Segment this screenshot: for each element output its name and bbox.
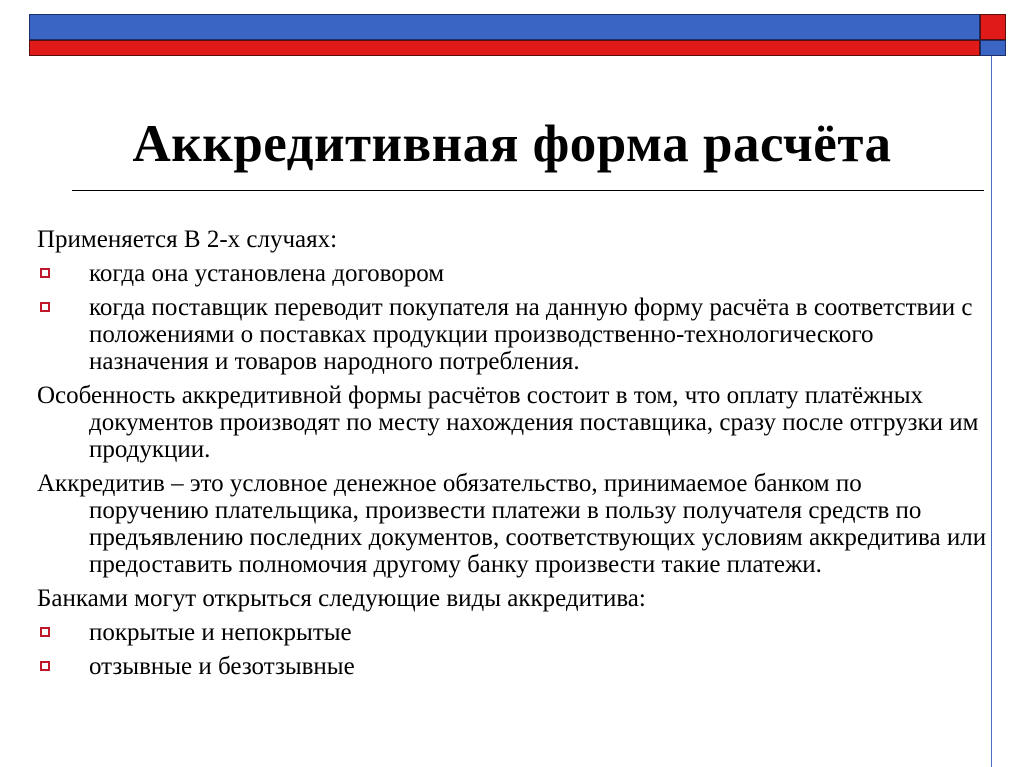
slide-body	[37, 226, 987, 687]
header-bar-red	[29, 40, 980, 56]
list-item	[37, 260, 987, 287]
list-item	[37, 619, 987, 646]
hollow-square-icon	[40, 268, 50, 278]
list-item-text: когда поставщик переводит покупателя на данную форму расчёта в соответствии с положениями о поставках продукции производственно-технологического назначения и товаров народного потребления.	[89, 294, 973, 375]
hollow-square-icon	[40, 302, 50, 312]
paragraph-intro: Применяется В 2-х случаях:	[37, 226, 338, 253]
list-item	[37, 294, 987, 375]
paragraph-types: Банками могут открыться следующие виды аккредитива:	[37, 585, 646, 612]
corner-square-blue	[980, 40, 1006, 56]
list-item-text: покрытые и непокрытые	[89, 619, 352, 646]
header-bar-blue	[29, 14, 980, 40]
hollow-square-icon	[40, 627, 50, 637]
slide-title: Аккредитивная форма расчёта	[132, 115, 892, 173]
list-item-text: отзывные и безотзывные	[89, 653, 355, 680]
paragraph-definition: Аккредитив – это условное денежное обязательство, принимаемое банком по поручению плательщика, произвести платежи в пользу получателя средств по предъявлению последних документов, соответствующих условиям аккредитива или предоставить полномочия другому банку произвести такие платежи.	[37, 470, 987, 578]
corner-square-red	[980, 14, 1006, 40]
list-item-text: когда она установлена договором	[89, 260, 445, 287]
list-item	[37, 653, 987, 680]
paragraph-feature: Особенность аккредитивной формы расчётов состоит в том, что оплату платёжных документов производят по месту нахождения поставщика, сразу после отгрузки им продукции.	[37, 382, 979, 463]
title-underline	[72, 190, 984, 191]
hollow-square-icon	[40, 661, 50, 671]
